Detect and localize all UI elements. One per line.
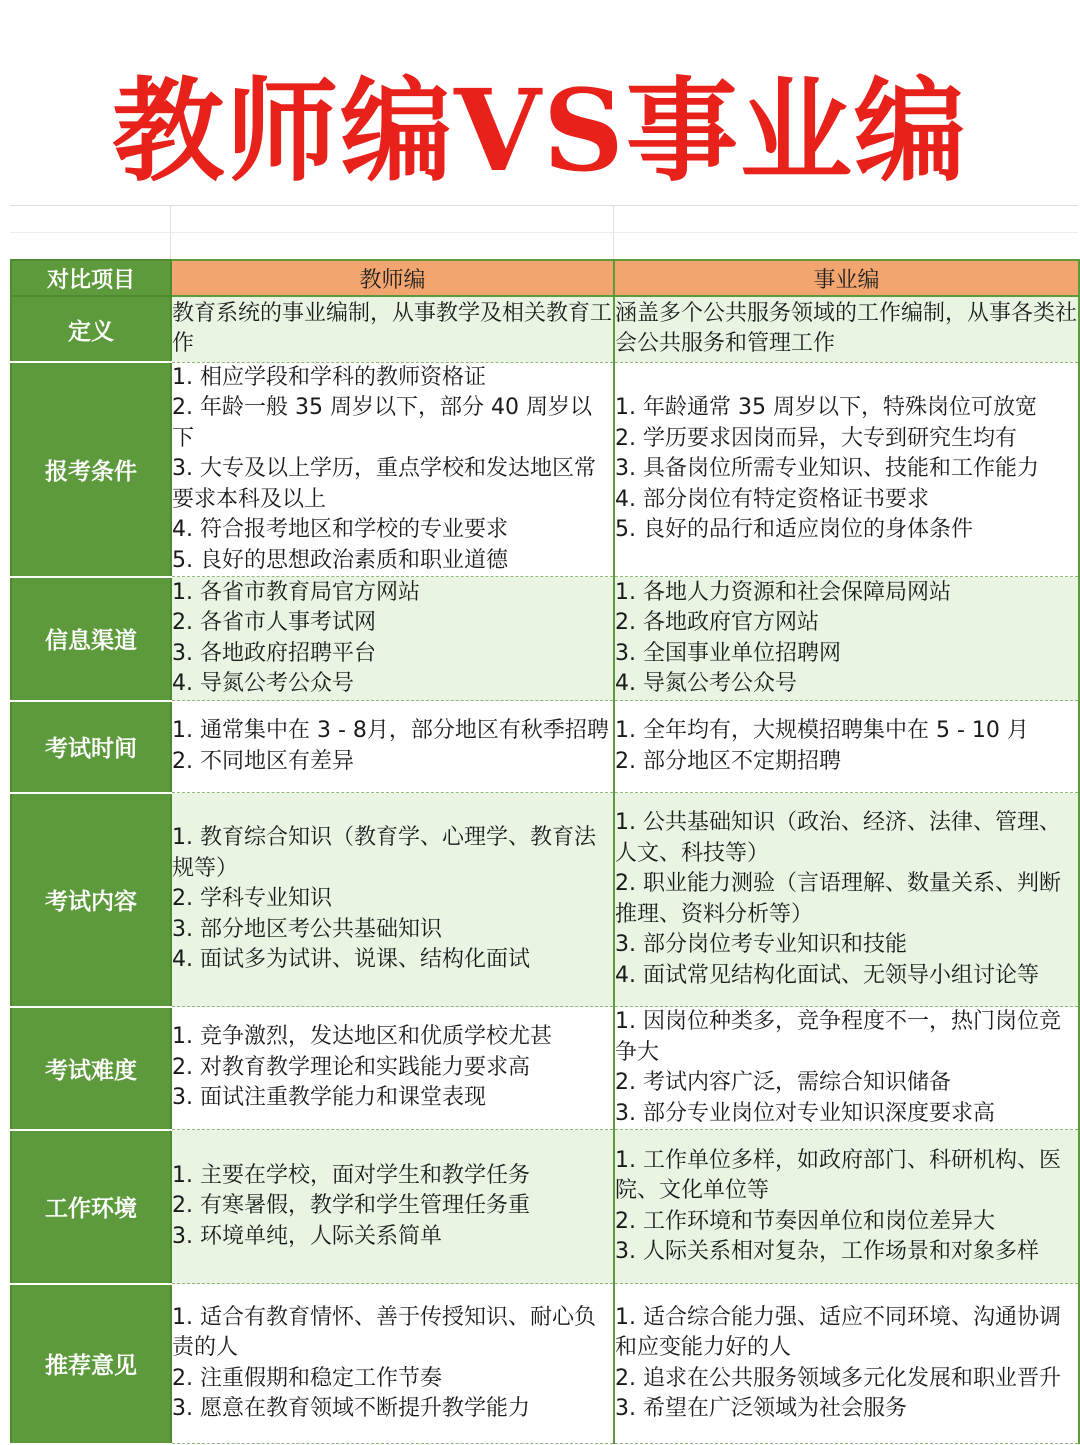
cell-line: 2. 部分地区不定期招聘 [615,748,841,774]
cell-line: 3. 愿意在教育领域不断提升教学能力 [172,1396,530,1421]
table-row [11,296,1079,362]
cell-line: 1. 竞争激烈，发达地区和优质学校尤甚 [172,1024,552,1050]
row-label: 推荐意见 [11,1284,171,1444]
cell-line: 3. 全国事业单位招聘网 [615,640,841,666]
teacher-cell [171,577,614,701]
cell-line: 1. 各地人力资源和社会保障局网站 [615,579,951,605]
cell-line: 2. 工作环境和节奏因单位和岗位差异大 [615,1208,995,1234]
institution-cell [614,1007,1079,1130]
cell-line: 1. 相应学段和学科的教师资格证 [172,364,486,390]
cell-line: 1. 公共基础知识（政治、经济、法律、管理、人文、科技等） [615,810,1061,866]
cell-line: 2. 各地政府官方网站 [615,610,819,635]
cell-line: 4. 部分岗位有特定资格证书要求 [615,486,929,512]
cell-line: 1. 通常集中在 3 - 8月，部分地区有秋季招聘 [172,718,609,743]
cell-line: 4. 导氮公考公众号 [172,671,354,696]
cell-line: 3. 具备岗位所需专业知识、技能和工作能力 [615,456,1039,481]
row-label: 报考条件 [11,362,171,577]
institution-cell [614,1284,1079,1444]
cell-line: 2. 学历要求因岗而异，大专到研究生均有 [615,425,1017,451]
teacher-cell [171,1007,614,1130]
institution-cell [614,1130,1079,1284]
row-label: 信息渠道 [11,577,171,701]
cell-line: 2. 对教育教学理论和实践能力要求高 [172,1054,530,1080]
table-row [11,701,1079,793]
comparison-table [10,259,1080,1445]
teacher-cell [171,1284,614,1444]
table-header-row [11,260,1079,296]
cell-line: 3. 大专及以上学历，重点学校和发达地区常要求本科及以上 [172,456,596,512]
cell-line: 3. 面试注重教学能力和课堂表现 [172,1085,486,1111]
row-label: 考试内容 [11,793,171,1007]
row-label: 考试难度 [11,1007,171,1130]
cell-line: 2. 各省市人事考试网 [172,610,376,635]
cell-line: 涵盖多个公共服务领域的工作编制，从事各类社会公共服务和管理工作 [615,300,1078,357]
institution-cell [614,296,1079,362]
cell-line: 3. 人际关系相对复杂，工作场景和对象多样 [615,1239,1039,1264]
header-compare-item: 对比项目 [11,260,171,296]
cell-line: 3. 希望在广泛领域为社会服务 [615,1396,907,1421]
header-institution: 事业编 [614,260,1079,296]
table-row [11,793,1079,1007]
institution-cell [614,701,1079,793]
cell-line: 教育系统的事业编制，从事教学及相关教育工作 [172,300,613,357]
cell-line: 2. 注重假期和稳定工作节奏 [172,1365,442,1391]
cell-line: 5. 良好的思想政治素质和职业道德 [172,547,508,573]
table-row [11,362,1079,577]
teacher-cell [171,362,614,577]
cell-line: 1. 年龄通常 35 周岁以下，特殊岗位可放宽 [615,395,1037,420]
cell-line: 4. 面试多为试讲、说课、结构化面试 [172,947,530,973]
teacher-cell [171,701,614,793]
table-row [11,1130,1079,1284]
cell-line: 2. 学科专业知识 [172,886,332,912]
spreadsheet-grid-lines [10,205,1078,260]
cell-line: 3. 各地政府招聘平台 [172,640,376,666]
cell-line: 1. 主要在学校，面对学生和教学任务 [172,1162,530,1188]
table-row [11,577,1079,701]
institution-cell [614,577,1079,701]
cell-line: 2. 追求在公共服务领域多元化发展和职业晋升 [615,1365,1061,1391]
cell-line: 1. 教育综合知识（教育学、心理学、教育法规等） [172,825,596,881]
cell-line: 3. 部分专业岗位对专业知识深度要求高 [615,1100,995,1126]
teacher-cell [171,296,614,362]
row-label: 考试时间 [11,701,171,793]
cell-line: 1. 因岗位种类多，竞争程度不一，热门岗位竞争大 [615,1009,1061,1065]
table-row [11,1284,1079,1444]
cell-line: 2. 年龄一般 35 周岁以下，部分 40 周岁以下 [172,395,592,451]
cell-line: 4. 符合报考地区和学校的专业要求 [172,517,508,542]
cell-line: 2. 不同地区有差异 [172,748,354,774]
teacher-cell [171,793,614,1007]
cell-line: 2. 考试内容广泛，需综合知识储备 [615,1070,951,1095]
cell-line: 1. 适合有教育情怀、善于传授知识、耐心负责的人 [172,1304,596,1360]
institution-cell [614,793,1079,1007]
cell-line: 3. 部分地区考公共基础知识 [172,916,442,942]
cell-line: 3. 部分岗位考专业知识和技能 [615,932,907,957]
cell-line: 4. 导氮公考公众号 [615,671,797,696]
table-row [11,1007,1079,1130]
teacher-cell [171,1130,614,1284]
cell-line: 2. 有寒暑假，教学和学生管理任务重 [172,1193,530,1219]
cell-line: 1. 工作单位多样，如政府部门、科研机构、医院、文化单位等 [615,1147,1061,1203]
header-teacher: 教师编 [171,260,614,296]
cell-line: 5. 良好的品行和适应岗位的身体条件 [615,517,973,542]
cell-line: 1. 全年均有，大规模招聘集中在 5 - 10 月 [615,718,1029,743]
cell-line: 3. 环境单纯，人际关系简单 [172,1223,442,1249]
row-label: 工作环境 [11,1130,171,1284]
row-label: 定义 [11,296,171,362]
page-title: 教师编VS事业编 [112,66,968,197]
institution-cell [614,362,1079,577]
cell-line: 1. 各省市教育局官方网站 [172,579,420,605]
cell-line: 2. 职业能力测验（言语理解、数量关系、判断推理、资料分析等） [615,871,1061,927]
cell-line: 1. 适合综合能力强、适应不同环境、沟通协调和应变能力好的人 [615,1304,1061,1360]
cell-line: 4. 面试常见结构化面试、无领导小组讨论等 [615,962,1039,988]
